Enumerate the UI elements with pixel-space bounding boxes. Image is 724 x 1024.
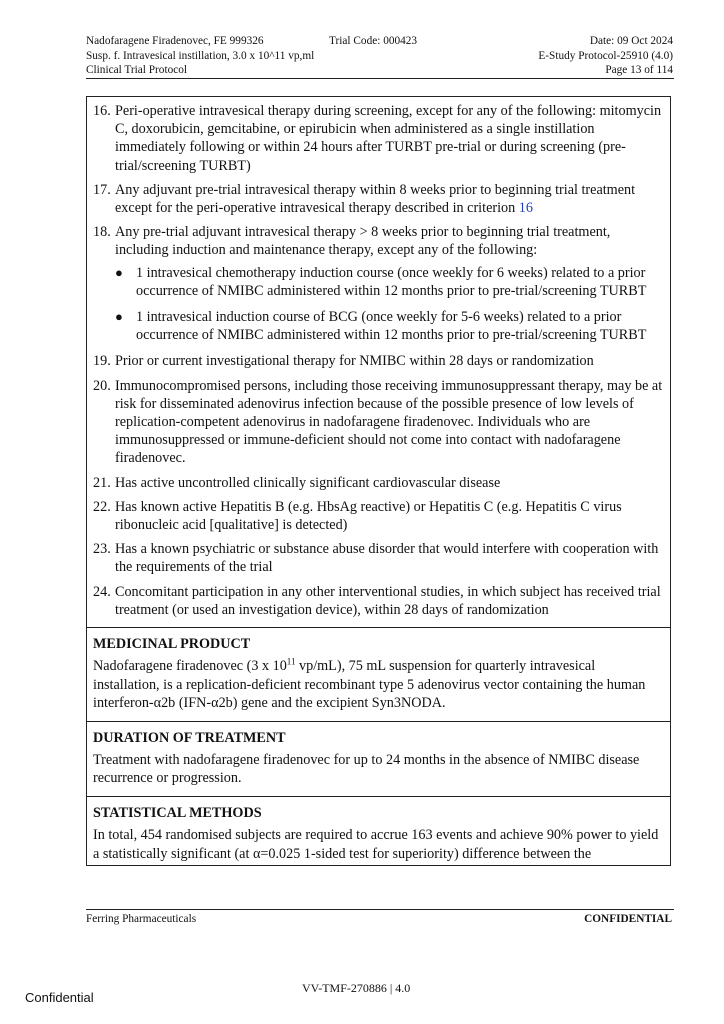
duration-of-treatment-cell — [87, 729, 670, 797]
header-doc-type: Clinical Trial Protocol — [86, 64, 188, 76]
criterion-16-link[interactable]: 16 — [518, 200, 533, 217]
footer-classification: CONFIDENTIAL — [584, 913, 672, 925]
exception-item: ● 1 intravesical chemotherapy induction course (once weekly for 6 weeks) related to a prior occurrence of NMIBC administered within 12 months prior to pre-trial/screening TURBT — [115, 264, 647, 299]
bullet-icon: ● — [115, 264, 123, 280]
footer-divider — [86, 909, 674, 910]
section-body: Treatment with nadofaragene firadenovec for up to 24 months in the absence of NMIBC disease recurrence or progression. — [93, 751, 640, 787]
bullet-icon: ● — [115, 309, 123, 325]
confidential-watermark: Confidential — [25, 990, 94, 1005]
header-trial-code: Trial Code: 000423 — [329, 35, 418, 47]
section-title: MEDICINAL PRODUCT — [93, 636, 251, 653]
criterion-23: 23. Has a known psychiatric or substance abuse disorder that would interfere with cooperation with the requirements of the trial — [93, 541, 659, 576]
synopsis-table — [86, 96, 671, 866]
statistical-methods-cell — [87, 804, 670, 863]
section-body: Nadofaragene firadenovec (3 x $10^{11}$ vp/mL), 75 mL suspension for quarterly intravesical installation, is a replication-deficient recombinant type 5 adenovirus vector containing the human interferon-α2b (IFN-α2b) gene and the excipient Syn3NODA. — [93, 656, 646, 712]
section-body: In total, 454 randomised subjects are required to accrue 163 events and achieve 90% power to yield a statistically significant (at α=0.025 1-sided test for superiority) difference between the — [93, 827, 659, 862]
exclusion-criteria-cell — [87, 97, 670, 628]
criterion-17: 17. Any adjuvant pre-trial intravesical therapy within 8 weeks prior to beginning trial treatment except for the peri-operative intravesical therapy described in criterion 16 — [93, 181, 636, 217]
section-title: STATISTICAL METHODS — [93, 805, 262, 822]
document-id: VV-TMF-270886 | 4.0 — [302, 981, 411, 995]
criterion-20: 20. Immunocompromised persons, including those receiving immunosuppressant therapy, may be at risk for disseminated adenovirus infection because of the possible presence of low levels of replication-competent adenovirus in nadofaragene firadenovec. Individuals who are immunosuppressed or immune-deficient should not come into contact with nadofaragene firadenovec. — [93, 377, 663, 467]
page-header — [86, 34, 673, 78]
header-page-number: Page 13 of 114 — [605, 64, 673, 76]
section-title: DURATION OF TREATMENT — [93, 729, 286, 746]
header-date: Date: 09 Oct 2024 — [589, 35, 673, 47]
footer-company: Ferring Pharmaceuticals — [86, 913, 197, 925]
criterion-18-exceptions — [115, 264, 664, 345]
header-protocol-id: E-Study Protocol-25910 (4.0) — [538, 49, 673, 62]
criterion-19: 19. Prior or current investigational therapy for NMIBC within 28 days or randomization — [93, 353, 594, 370]
criterion-16: 16. Peri-operative intravesical therapy during screening, except for any of the following: mitomycin C, doxorubicin, gemcitabine, or epirubicin when administered as a single instillation immediately following or within 24 hours after TURBT pre-trial or during screening (pre-trial/screening TURBT) — [93, 103, 662, 174]
header-product: Nadofaragene Firadenovec, FE 999326 — [86, 35, 264, 47]
header-formulation: Susp. f. Intravesical instillation, 3.0 x 10^11 vp,ml — [86, 49, 315, 62]
medicinal-product-cell — [87, 635, 670, 722]
criterion-21: 21. Has active uncontrolled clinically significant cardiovascular disease — [93, 474, 501, 491]
criterion-24: 24. Concomitant participation in any other interventional studies, in which subject has received trial treatment (or used an investigation device), within 28 days of randomization — [93, 583, 661, 618]
exception-item: ● 1 intravesical induction course of BCG (once weekly for 5-6 weeks) related to a prior occurrence of NMIBC administered within 12 months prior to pre-trial/screening TURBT — [115, 309, 647, 344]
header-divider — [86, 78, 674, 79]
criterion-18: 18. Any pre-trial adjuvant intravesical therapy > 8 weeks prior to beginning trial treatment, including induction and maintenance therapy, except any of the following: — [93, 224, 611, 259]
criterion-22: 22. Has known active Hepatitis B (e.g. HbsAg reactive) or Hepatitis C (e.g. Hepatitis C virus ribonucleic acid [qualitative] is detected) — [93, 498, 622, 534]
